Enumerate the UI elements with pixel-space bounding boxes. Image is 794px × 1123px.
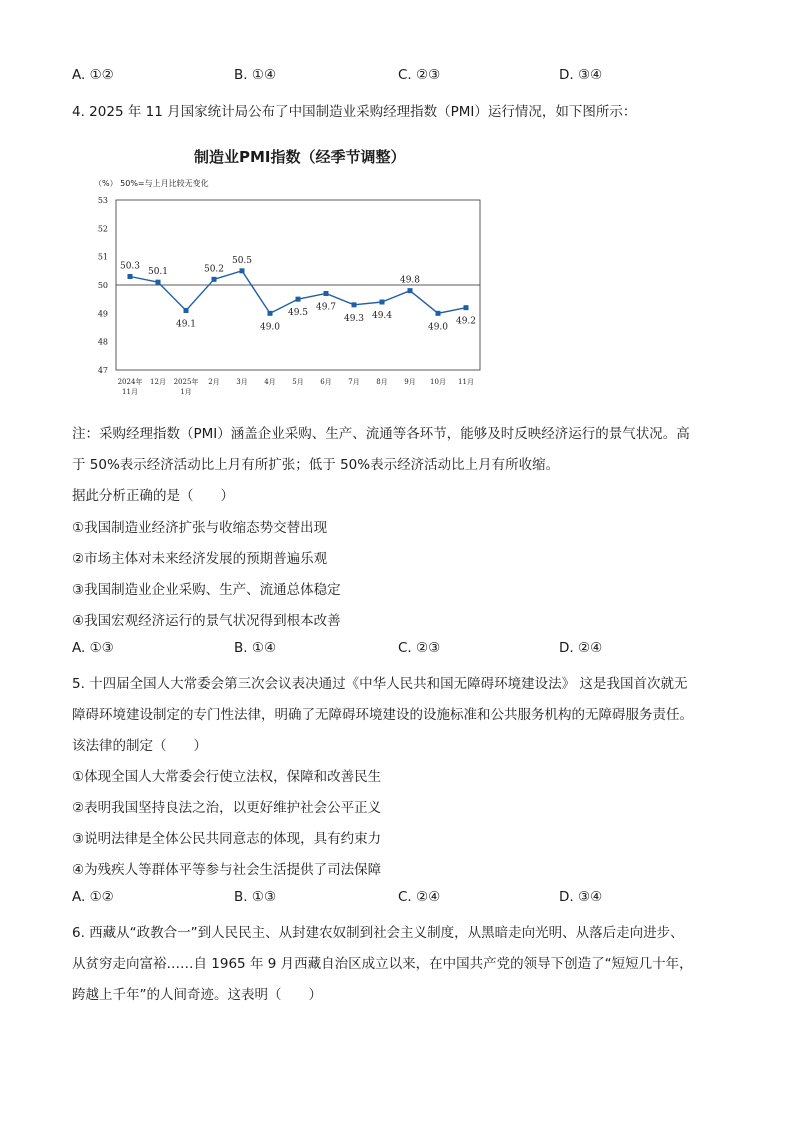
data-point <box>436 311 441 316</box>
option-c: C. ②③ <box>398 640 441 656</box>
q5-stem-line3: 该法律的制定（ ） <box>72 738 207 754</box>
pmi-line-chart <box>86 192 496 404</box>
data-point <box>128 274 133 279</box>
data-label: 50.5 <box>231 255 253 266</box>
q5-options <box>72 889 732 909</box>
q6-line3: 跨越上千年”的人间奇迹。这表明（ ） <box>72 987 322 1003</box>
q4-note-line1: 注：采购经理指数（PMI）涵盖企业采购、生产、流通等各环节，能够及时反映经济运行的景气状况。高 <box>72 426 690 442</box>
option-d: D. ③④ <box>559 67 603 83</box>
y-tick-label: 52 <box>97 224 108 234</box>
chart-unit-note: （%） 50%=与上月比较无变化 <box>94 179 209 188</box>
option-c: C. ②④ <box>398 889 441 905</box>
data-point <box>184 308 189 313</box>
data-label: 49.7 <box>315 302 337 313</box>
data-point <box>324 291 329 296</box>
option-a: A. ①③ <box>72 640 114 656</box>
option-d: D. ③④ <box>559 889 603 905</box>
q4-stem: 4. 2025 年 11 月国家统计局公布了中国制造业采购经理指数（PMI）运行情况，如下图所示： <box>72 104 637 120</box>
data-point <box>464 305 469 310</box>
q5-item-2: ②表明我国坚持良法之治，以更好维护社会公平正义 <box>72 800 382 816</box>
q4-item-2: ②市场主体对未来经济发展的预期普遍乐观 <box>72 551 328 567</box>
q5-item-1: ①体现全国人大常委会行使立法权，保障和改善民生 <box>72 769 382 785</box>
data-point <box>408 288 413 293</box>
q6-line1: 6. 西藏从“政教合一”到人民民主、从封建农奴制到社会主义制度，从黑暗走向光明、从落后走向进步、 <box>72 925 684 941</box>
data-point <box>352 302 357 307</box>
data-label: 49.0 <box>259 322 281 333</box>
q4-item-3: ③我国制造业企业采购、生产、流通总体稳定 <box>72 582 341 598</box>
x-tick-label: 11月 <box>458 378 474 386</box>
x-tick-label: 12月 <box>150 378 166 386</box>
option-b: B. ①③ <box>234 889 277 905</box>
x-tick-label: 9月 <box>404 378 416 386</box>
data-label: 49.2 <box>455 316 477 327</box>
x-tick-label: 5月 <box>292 378 304 386</box>
x-tick-label: 6月 <box>320 378 332 386</box>
data-point <box>212 277 217 282</box>
option-c: C. ②③ <box>398 67 441 83</box>
q3-options <box>72 67 732 87</box>
y-tick-label: 53 <box>97 196 108 205</box>
data-label: 49.3 <box>343 313 365 324</box>
q4-question: 据此分析正确的是（ ） <box>72 488 234 504</box>
option-a: A. ①② <box>72 67 114 83</box>
option-b: B. ①④ <box>234 640 277 656</box>
x-tick-label: 7月 <box>348 378 360 386</box>
q4-item-4: ④我国宏观经济运行的景气状况得到根本改善 <box>72 613 341 629</box>
data-label: 49.5 <box>287 308 309 319</box>
y-tick-label: 48 <box>97 337 108 347</box>
option-b: B. ①④ <box>234 67 277 83</box>
x-tick-label: 3月 <box>236 378 248 386</box>
data-label: 50.1 <box>147 267 169 278</box>
x-tick-label: 4月 <box>264 378 276 386</box>
q5-stem-line1: 5. 十四届全国人大常委会第三次会议表决通过《中华人民共和国无障碍环境建设法》 这是我国首次就无 <box>72 676 688 692</box>
data-label: 49.0 <box>427 322 449 333</box>
q6-line2: 从贫穷走向富裕……自 1965 年 9 月西藏自治区成立以来，在中国共产党的领导下创造了“短短几十年， <box>72 956 693 972</box>
option-a: A. ①② <box>72 889 114 905</box>
x-tick-label: 8月 <box>376 378 388 386</box>
q5-item-3: ③说明法律是全体公民共同意志的体现，具有约束力 <box>72 831 382 847</box>
data-point <box>268 311 273 316</box>
x-tick-label: 10月 <box>430 378 446 386</box>
data-label: 49.4 <box>371 311 393 321</box>
x-tick-label: 2024年 11月 <box>117 378 143 396</box>
data-point <box>380 300 385 305</box>
q4-note-line2: 于 50%表示经济活动比上月有所扩张；低于 50%表示经济活动比上月有所收缩。 <box>72 457 560 473</box>
x-tick-label: 2月 <box>208 378 220 386</box>
data-label: 50.2 <box>203 264 225 275</box>
data-label: 49.1 <box>175 319 197 330</box>
y-tick-label: 51 <box>97 252 108 262</box>
q5-item-4: ④为残疾人等群体平等参与社会生活提供了司法保障 <box>72 862 382 878</box>
q4-item-1: ①我国制造业经济扩张与收缩态势交替出现 <box>72 520 328 536</box>
q5-stem-line2: 障碍环境建设制定的专门性法律，明确了无障碍环境建设的设施标准和公共服务机构的无障碍服务责任。 <box>72 707 693 723</box>
y-tick-label: 49 <box>97 309 108 319</box>
data-label: 50.3 <box>119 261 141 272</box>
y-tick-label: 50 <box>97 281 108 290</box>
q4-options <box>72 640 732 660</box>
data-label: 49.8 <box>399 275 421 286</box>
option-d: D. ②④ <box>559 640 603 656</box>
data-point <box>240 268 245 273</box>
data-point <box>156 280 161 285</box>
data-point <box>296 297 301 302</box>
y-tick-label: 47 <box>97 366 108 375</box>
chart-title: 制造业PMI指数（经季节调整） <box>194 148 406 166</box>
x-tick-label: 2025年 1月 <box>173 378 199 396</box>
